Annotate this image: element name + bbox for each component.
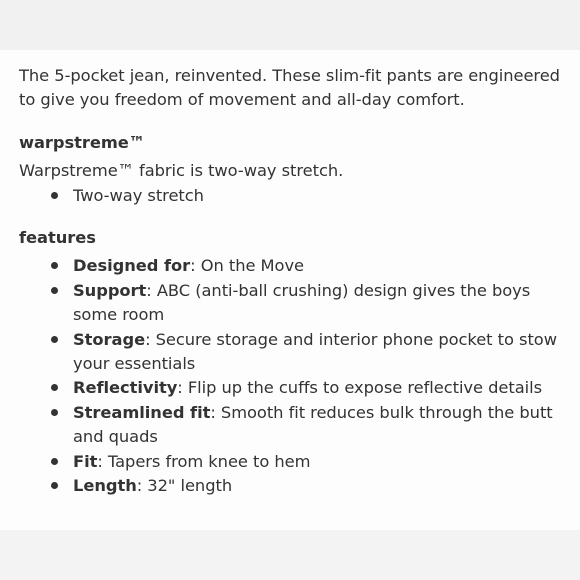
bullet-icon [51, 409, 58, 416]
feature-item-reflectivity [19, 376, 567, 400]
feature-label: Designed for [73, 256, 191, 276]
top-band [0, 0, 580, 50]
feature-item-fit [19, 450, 567, 474]
feature-text: : 32" length [136, 476, 233, 496]
feature-text: : ABC (anti-ball crushing) design gives the boys some room [73, 280, 531, 325]
bullet-icon [51, 336, 58, 343]
features-heading: features [19, 228, 96, 248]
features-list [19, 254, 567, 498]
list-item-text: Two-way stretch [73, 185, 204, 205]
warpstreme-text: Warpstreme™ fabric is two-way stretch. [19, 161, 344, 181]
feature-label: Length [73, 476, 137, 496]
bullet-icon [51, 458, 58, 465]
feature-item-length [19, 474, 567, 498]
feature-text: : Smooth fit reduces bulk through the butt and quads [73, 402, 553, 447]
warpstreme-list [19, 184, 567, 208]
feature-text: : Tapers from knee to hem [97, 451, 311, 471]
feature-item-designed-for [19, 254, 567, 278]
intro-paragraph: The 5-pocket jean, reinvented. These slim-fit pants are engineered to give you freedom of movement and all-day comfort. [19, 66, 560, 110]
feature-item-streamlined-fit [19, 401, 567, 450]
feature-text: : Secure storage and interior phone pocket to stow your essentials [73, 329, 557, 374]
feature-item-storage [19, 328, 567, 377]
bullet-icon [51, 384, 58, 391]
bullet-icon [51, 287, 58, 294]
feature-text: : On the Move [190, 256, 305, 276]
feature-label: Support [73, 280, 147, 300]
feature-label: Storage [73, 329, 146, 349]
feature-label: Fit [73, 451, 98, 471]
bullet-icon [51, 482, 58, 489]
list-item [19, 184, 567, 208]
feature-item-support [19, 279, 567, 328]
bottom-band [0, 530, 580, 580]
feature-text: : Flip up the cuffs to expose reflective details [177, 378, 543, 398]
warpstreme-heading: warpstreme™ [19, 132, 145, 152]
bullet-icon [51, 192, 58, 199]
feature-label: Streamlined fit [73, 402, 211, 422]
product-description [19, 64, 567, 499]
feature-label: Reflectivity [73, 378, 178, 398]
bullet-icon [51, 262, 58, 269]
